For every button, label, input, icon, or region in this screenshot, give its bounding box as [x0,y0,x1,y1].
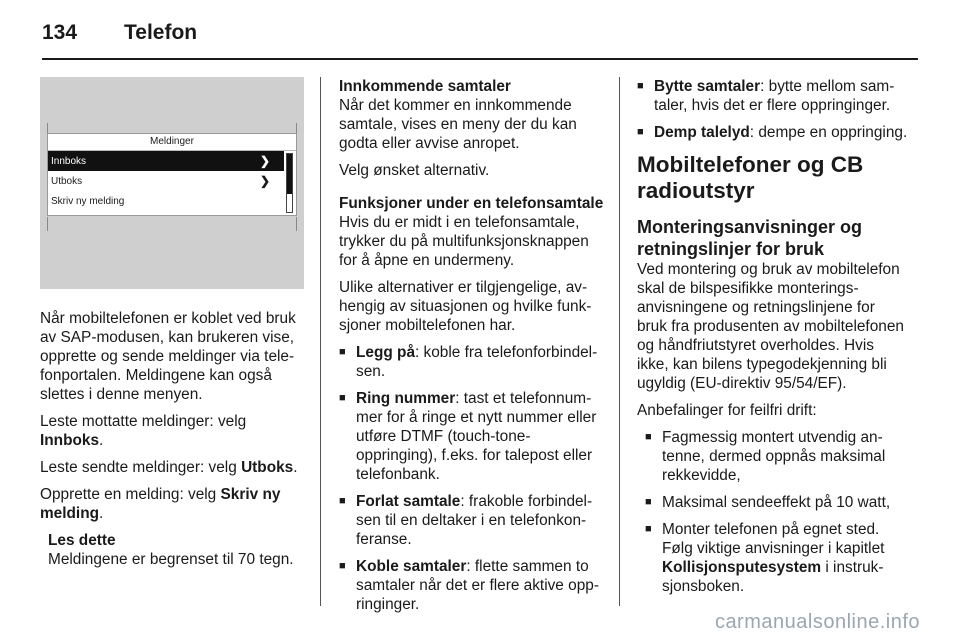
paragraph: Når det kommer en innkommende samtale, vises en meny der du kan godta eller avvise anropet. [339,97,577,152]
menu-item-new-message: Skriv ny melding [51,195,125,207]
column-1 [40,77,308,569]
screen-title: Meldinger [48,134,296,151]
paragraph: Ved montering og bruk av mobiltelefon skal de bilspesifikke monteringsanvisningene og retningslinjene for bruk fra produsenten av mobiltelefonen og håndfriutstyret overholdes. Hvis ikke, kan bilens typegodekjenning bli ugyldig (EU-direktiv 95/54/EF). [637,261,904,392]
list-item: ■ Koble samtaler: flette sammen to samtaler når det er flere aktive oppringinger. [339,557,607,614]
list-item: ■ Legg på: koble fra telefonforbindelsen. [339,343,607,381]
paragraph: Når mobiltelefonen er koblet ved bruk av SAP-modusen, kan brukeren vise, opprette og sende meldinger via telefonportalen. Meldingene kan også slettes i denne menyen. [40,310,296,403]
note-text: Meldingene er begrenset til 70 tegn. [48,551,294,568]
scrollbar [286,153,293,213]
chevron-right-icon: ❯ [259,153,270,168]
subheading: Innkommende samtaler [339,78,511,95]
page-number: 134 [42,21,78,44]
display-screen [47,133,297,216]
section-heading: Mobiltelefoner og CB radioutstyr [637,152,864,203]
column-3 [637,77,909,604]
menu-item-outbox: Utboks ❯ [48,171,284,191]
call-options-list [339,343,607,614]
paragraph: Anbefalinger for feilfri drift: [637,402,817,419]
header-rule [42,58,918,60]
chevron-right-icon: ❯ [259,173,270,188]
paragraph: Opprette en melding: velg Skriv ny melding. [40,486,281,522]
list-item: ■ Maksimal sendeeffekt på 10 watt, [645,493,909,512]
call-options-list-cont [637,77,909,142]
subsection-heading: Monteringsanvisninger og retningslinjer for bruk [637,217,863,259]
list-item: ■ Forlat samtale: frakoble forbindelsen til en deltaker i en telefonkonferanse. [339,492,607,549]
paragraph: Velg ønsket alternativ. [339,162,490,179]
watermark: carmanualsonline.info [714,611,920,633]
list-item: ■ Bytte samtaler: bytte mellom samtaler, hvis det er flere oppringinger. [637,77,909,115]
note-title: Les dette [48,532,116,549]
paragraph: Leste mottatte meldinger: velg Innboks. [40,413,247,449]
paragraph: Leste sendte meldinger: velg Utboks. [40,459,298,476]
column-divider [320,77,321,606]
list-item: ■ Ring nummer: tast et telefonnummer for å ringe et nytt nummer eller utføre DTMF (touch-tone-oppringing), f.eks. for talepost eller telefonbank. [339,389,607,484]
menu-item-inbox: Innboks ❯ [48,151,284,171]
paragraph: Ulike alternativer er tilgjengelige, avhengig av situasjonen og hvilke funksjoner mobiltelefonen har. [339,279,592,334]
list-item: ■ Monter telefonen på egnet sted. Følg viktige anvisninger i kapitlet Kollisjonsputesystem i instruksjonsboken. [645,520,909,596]
subheading: Funksjoner under en telefonsamtale [339,195,604,212]
note [48,531,308,569]
recommendations-list [637,428,909,596]
paragraph: Hvis du er midt i en telefonsamtale, trykker du på multifunksjonsknappen for å åpne en undermeny. [339,214,589,269]
list-item: ■ Fagmessig montert utvendig antenne, dermed oppnås maksimal rekkevidde, [645,428,909,485]
list-item: ■ Demp talelyd: dempe en oppringing. [637,123,909,142]
column-divider [619,77,620,606]
column-2 [339,77,607,622]
page-header [42,18,197,48]
page-title: Telefon [124,21,198,44]
messages-screen-figure [40,77,304,289]
